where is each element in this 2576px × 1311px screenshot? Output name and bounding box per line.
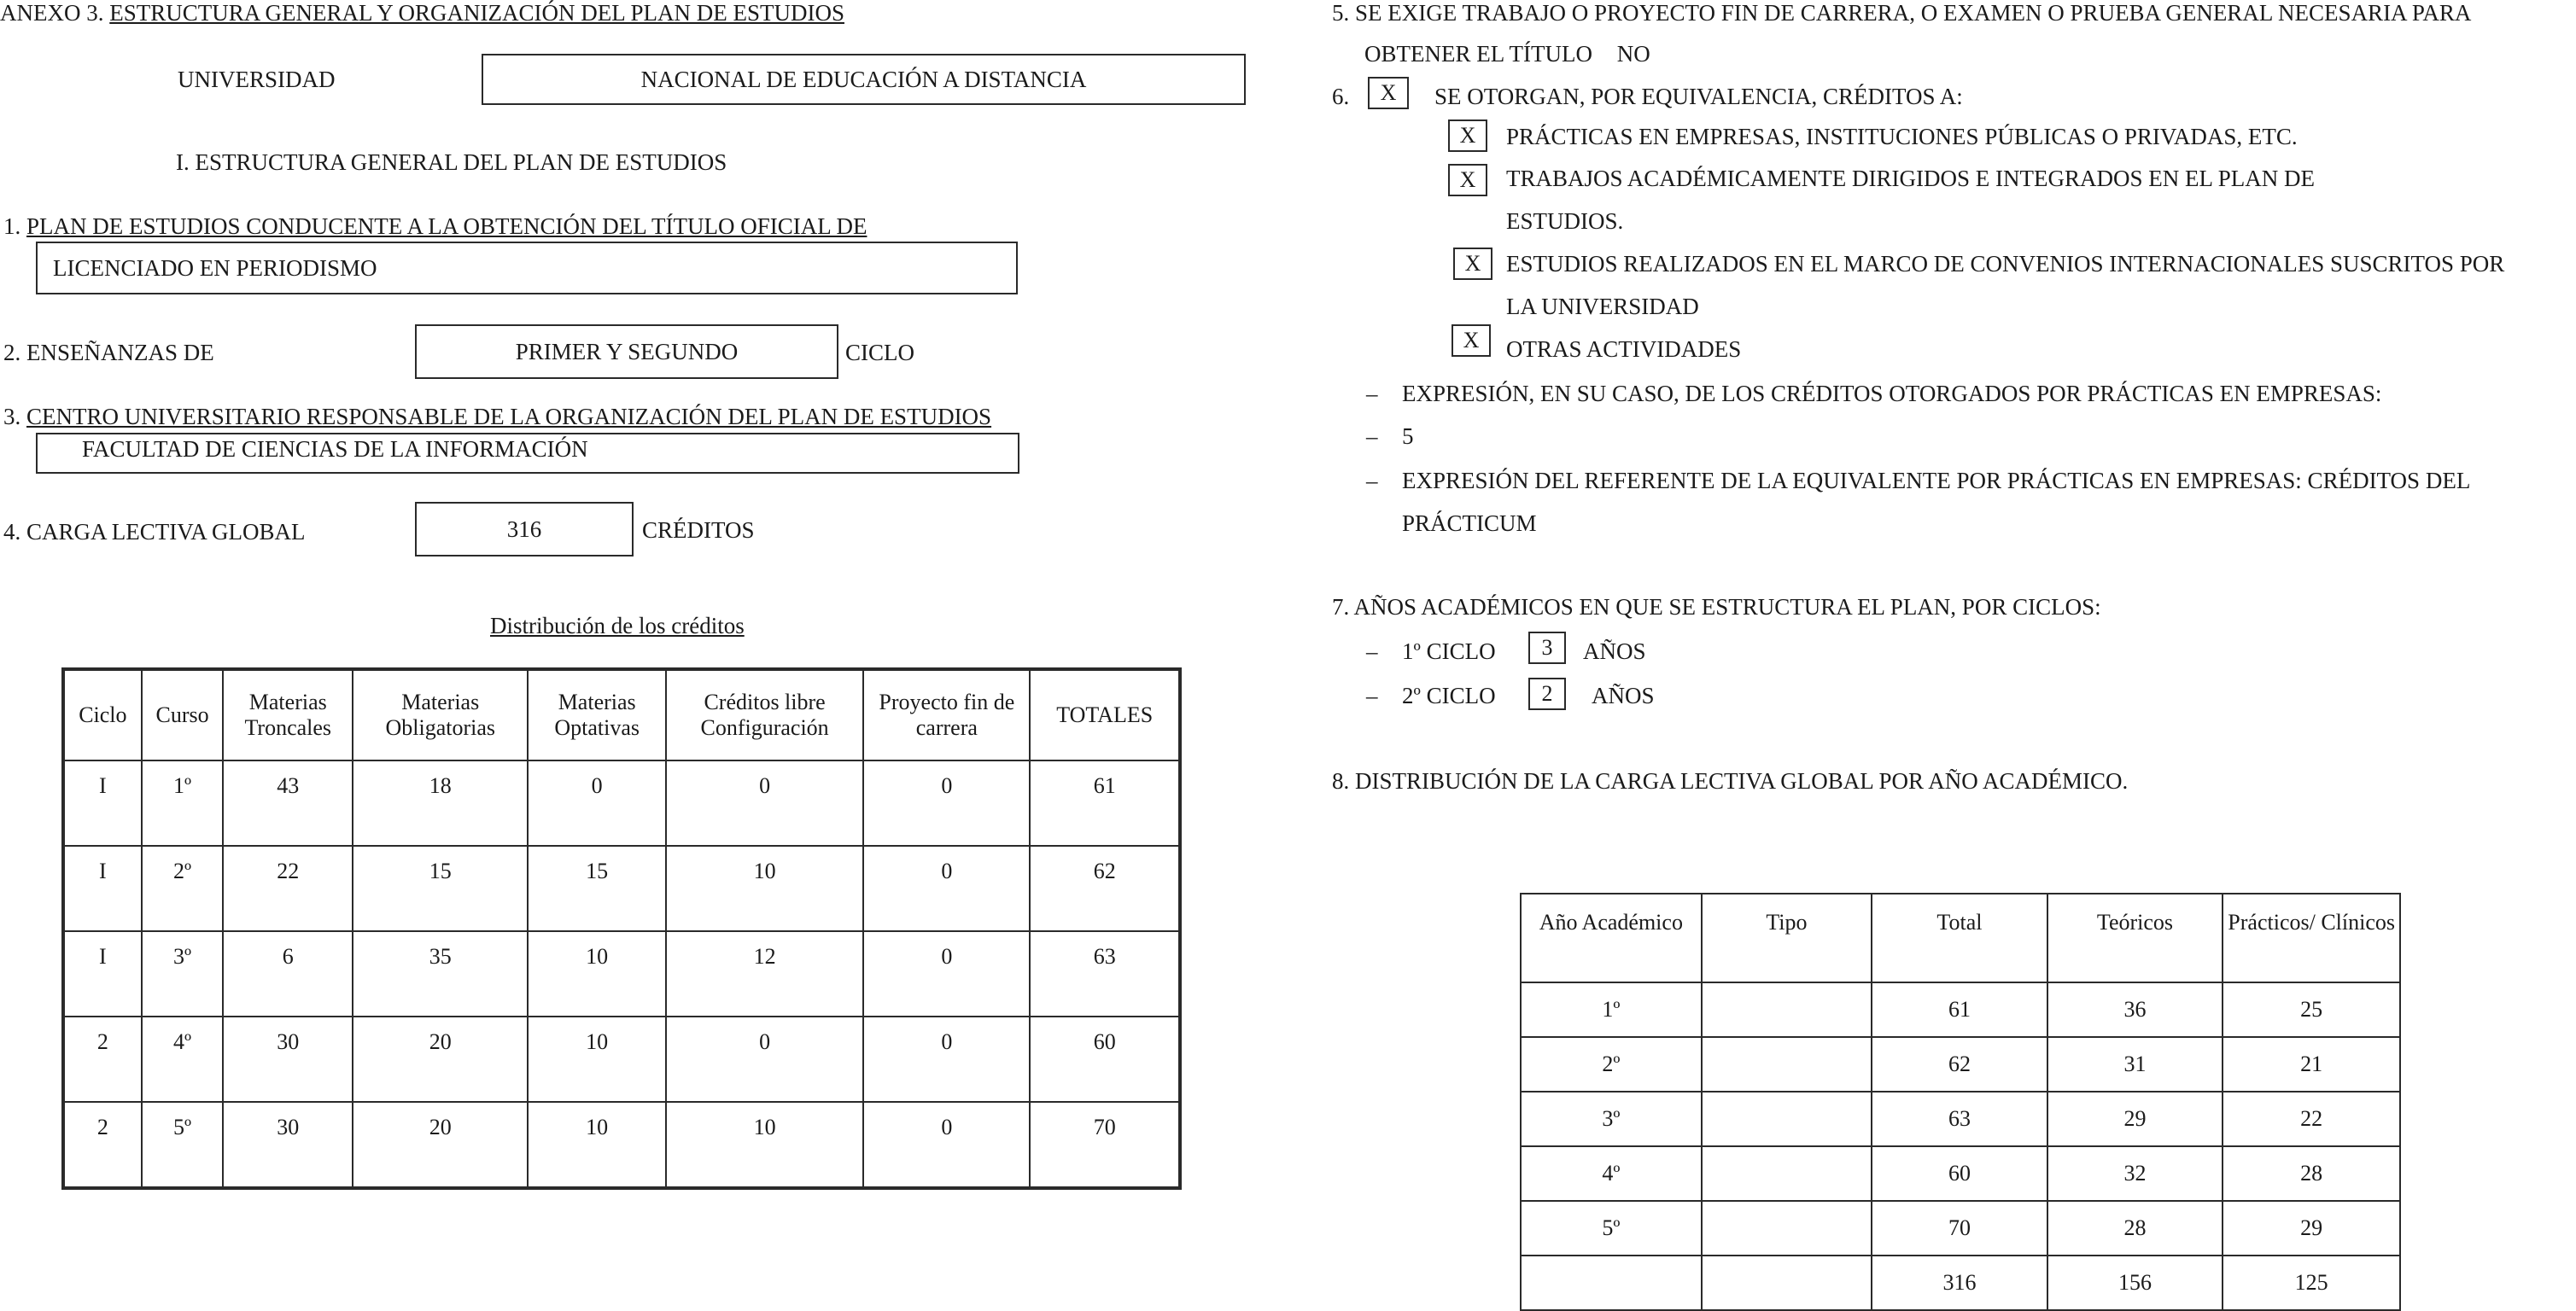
item8-label: 8. DISTRIBUCIÓN DE LA CARGA LECTIVA GLOBAL POR AÑO ACADÉMICO. [1332,768,2129,794]
table-cell: 28 [2223,1146,2400,1201]
table-cell: 62 [1030,846,1180,931]
table-cell: 156 [2047,1256,2223,1310]
expr1-value: 5 [1402,423,1414,449]
item5-line2 [1364,41,1650,67]
cycle1-label: 1º CICLO [1402,638,1496,664]
table-cell [1521,1256,1702,1310]
table-cell: 60 [1030,1017,1180,1102]
item5-line1: 5. SE EXIGE TRABAJO O PROYECTO FIN DE CARRERA, O EXAMEN O PRUEBA GENERAL NECESARIA PARA [1332,0,2472,26]
check-estudios [1453,248,1492,280]
table-cell: 10 [528,931,666,1017]
distribution-header: Materias Optativas [528,669,666,760]
table-row [1521,1201,2400,1256]
cycle2-dash: – [1366,683,1378,708]
item2-suffix: CICLO [845,340,914,365]
table-cell: 70 [1872,1201,2047,1256]
check-estudios-label: ESTUDIOS REALIZADOS EN EL MARCO DE CONVENIOS INTERNACIONALES SUSCRITOS POR [1506,251,2505,277]
table-cell: 3º [142,931,224,1017]
check-mark: X [1463,328,1480,353]
expr2-label-cont: PRÁCTICUM [1402,510,1537,536]
table-cell: 10 [528,1017,666,1102]
table-cell: 3º [1521,1092,1702,1146]
year-table [1520,893,2401,1311]
table-row [1521,1092,2400,1146]
year-header: Año Académico [1521,894,1702,982]
check-mark: X [1459,167,1476,192]
section-title: I. ESTRUCTURA GENERAL DEL PLAN DE ESTUDIOS [176,149,727,175]
distribution-header: Proyecto fin de carrera [863,669,1030,760]
cycle2-years-box [1528,678,1566,710]
table-cell [1702,1201,1872,1256]
table-cell: 10 [666,846,863,931]
item3-label: CENTRO UNIVERSITARIO RESPONSABLE DE LA ORGANIZACIÓN DEL PLAN DE ESTUDIOS [26,404,992,429]
table-row [63,846,1180,931]
table-cell: 62 [1872,1037,2047,1092]
distribution-header: TOTALES [1030,669,1180,760]
table-cell: 2 [63,1102,142,1188]
table-cell: 30 [223,1102,353,1188]
table-cell: 70 [1030,1102,1180,1188]
year-header-row [1521,894,2400,982]
table-cell: 21 [2223,1037,2400,1092]
university-value: NACIONAL DE EDUCACIÓN A DISTANCIA [640,66,1087,92]
item3-number: 3. [3,404,21,429]
cycle2-label: 2º CICLO [1402,683,1496,708]
expr1-dash: – [1366,381,1378,406]
table-cell: 63 [1872,1092,2047,1146]
university-field [482,54,1246,105]
year-header: Teóricos [2047,894,2223,982]
table-row [63,931,1180,1017]
check-trabajos-label: TRABAJOS ACADÉMICAMENTE DIRIGIDOS E INTEGRADOS EN EL PLAN DE [1506,166,2315,191]
cycle1-years: 3 [1541,635,1553,660]
table-cell: 0 [863,931,1030,1017]
item6-label: SE OTORGAN, POR EQUIVALENCIA, CRÉDITOS A: [1434,84,1963,109]
table-cell: 32 [2047,1146,2223,1201]
table-cell: 0 [863,760,1030,846]
item3-heading [3,404,991,430]
table-cell: 61 [1030,760,1180,846]
year-header: Tipo [1702,894,1872,982]
cycles-value: PRIMER Y SEGUNDO [515,338,739,364]
cycle2-years: 2 [1541,681,1553,706]
item6-mark: X [1380,80,1397,105]
cycle1-suffix: AÑOS [1583,638,1646,664]
table-cell [1702,1256,1872,1310]
item1-label: PLAN DE ESTUDIOS CONDUCENTE A LA OBTENCIÓN DEL TÍTULO OFICIAL DE [26,213,867,239]
table-cell: 29 [2223,1201,2400,1256]
distribution-table [61,667,1182,1190]
check-trabajos [1448,164,1487,196]
table-cell: 22 [2223,1092,2400,1146]
load-field [415,502,634,556]
table-cell: 2º [1521,1037,1702,1092]
table-cell: 35 [353,931,528,1017]
table-cell [1702,1146,1872,1201]
table-cell: 4º [1521,1146,1702,1201]
distribution-header: Materias Troncales [223,669,353,760]
table-row [1521,1146,2400,1201]
table-row [1521,1037,2400,1092]
item4-suffix: CRÉDITOS [642,517,755,543]
distribution-header: Curso [142,669,224,760]
table-cell: 2º [142,846,224,931]
check-otras-label: OTRAS ACTIVIDADES [1506,336,1742,362]
table-cell: 316 [1872,1256,2047,1310]
table-cell: 28 [2047,1201,2223,1256]
table-cell: 0 [528,760,666,846]
table-cell: I [63,931,142,1017]
check-mark: X [1459,123,1476,148]
item7-label: 7. AÑOS ACADÉMICOS EN QUE SE ESTRUCTURA EL PLAN, POR CICLOS: [1332,594,2101,620]
table-cell: 125 [2223,1256,2400,1310]
table-cell: 63 [1030,931,1180,1017]
table-cell: 20 [353,1102,528,1188]
item5-value: NO [1616,41,1650,67]
table-row [1521,982,2400,1037]
expr2-label: EXPRESIÓN DEL REFERENTE DE LA EQUIVALENTE POR PRÁCTICAS EN EMPRESAS: CRÉDITOS DEL [1402,468,2471,493]
table-cell: 0 [666,1017,863,1102]
item4-label: 4. CARGA LECTIVA GLOBAL [3,519,306,545]
cycle1-years-box [1528,632,1566,664]
table-cell: 30 [223,1017,353,1102]
distribution-header: Materias Obligatorias [353,669,528,760]
table-cell: 6 [223,931,353,1017]
table-cell: 60 [1872,1146,2047,1201]
item6-checkbox [1368,77,1409,109]
table-cell: 4º [142,1017,224,1102]
table-cell: 15 [528,846,666,931]
table-cell: 29 [2047,1092,2223,1146]
table-cell: I [63,760,142,846]
table-cell: 0 [863,846,1030,931]
degree-value: LICENCIADO EN PERIODISMO [53,254,377,281]
item2-label: 2. ENSEÑANZAS DE [3,340,214,365]
expr1-value-dash: – [1366,423,1378,449]
table-cell [1702,982,1872,1037]
item6-number: 6. [1332,84,1350,109]
table-cell: 0 [863,1017,1030,1102]
table-cell: I [63,846,142,931]
table-row [63,1102,1180,1188]
check-estudios-label-cont: LA UNIVERSIDAD [1506,294,1699,319]
item1-heading [3,213,867,240]
distribution-header: Créditos libre Configuración [666,669,863,760]
expr2-dash: – [1366,468,1378,493]
annex-prefix: ANEXO 3. [0,0,104,26]
table-row [63,760,1180,846]
table-cell: 15 [353,846,528,931]
check-otras [1452,324,1491,357]
table-cell: 10 [666,1102,863,1188]
expr1-label: EXPRESIÓN, EN SU CASO, DE LOS CRÉDITOS OTORGADOS POR PRÁCTICAS EN EMPRESAS: [1402,381,2382,406]
table-cell [1702,1037,1872,1092]
table-cell: 20 [353,1017,528,1102]
item5-label: OBTENER EL TÍTULO [1364,41,1592,67]
table-cell: 43 [223,760,353,846]
item1-number: 1. [3,213,21,239]
annex-title: ESTRUCTURA GENERAL Y ORGANIZACIÓN DEL PLAN DE ESTUDIOS [109,0,844,26]
table-cell: 10 [528,1102,666,1188]
distribution-title: Distribución de los créditos [490,613,745,638]
check-trabajos-label-cont: ESTUDIOS. [1506,208,1624,234]
table-cell: 0 [666,760,863,846]
distribution-header: Ciclo [63,669,142,760]
table-cell: 22 [223,846,353,931]
table-cell: 0 [863,1102,1030,1188]
center-value: FACULTAD DE CIENCIAS DE LA INFORMACIÓN [82,436,588,462]
table-cell: 5º [1521,1201,1702,1256]
table-cell: 31 [2047,1037,2223,1092]
check-practicas [1448,119,1487,152]
table-cell [1702,1092,1872,1146]
cycle1-dash: – [1366,638,1378,664]
table-cell: 61 [1872,982,2047,1037]
year-header: Total [1872,894,2047,982]
annex-heading [0,0,844,26]
table-cell: 36 [2047,982,2223,1037]
table-cell: 1º [142,760,224,846]
year-header: Prácticos/ Clínicos [2223,894,2400,982]
university-label: UNIVERSIDAD [178,67,336,92]
table-cell: 1º [1521,982,1702,1037]
load-value: 316 [506,516,542,542]
check-practicas-label: PRÁCTICAS EN EMPRESAS, INSTITUCIONES PÚBLICAS O PRIVADAS, ETC. [1506,124,2298,149]
table-cell: 5º [142,1102,224,1188]
cycle2-suffix: AÑOS [1592,683,1655,708]
cycles-field [415,324,838,379]
table-row-total [1521,1256,2400,1310]
table-row [63,1017,1180,1102]
table-cell: 18 [353,760,528,846]
table-cell: 12 [666,931,863,1017]
check-mark: X [1464,251,1481,276]
table-cell: 25 [2223,982,2400,1037]
table-cell: 2 [63,1017,142,1102]
degree-field [36,242,1018,294]
center-field [36,433,1019,474]
distribution-header-row [63,669,1180,760]
